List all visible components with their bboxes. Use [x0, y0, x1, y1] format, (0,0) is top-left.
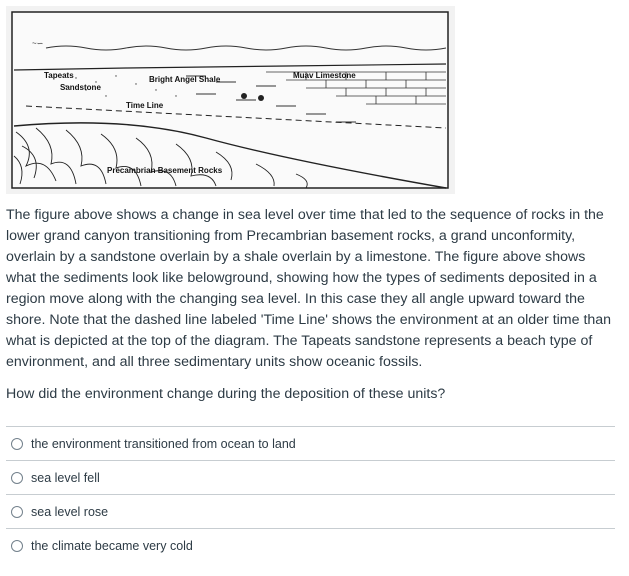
- radio-button[interactable]: [11, 506, 23, 518]
- geology-cross-section-figure: [6, 6, 455, 194]
- label-muav-limestone: Muav Limestone: [293, 71, 356, 80]
- shore-mark: ~∽: [32, 39, 44, 48]
- label-sandstone: Sandstone: [60, 83, 101, 92]
- label-tapeats: Tapeats: [44, 71, 74, 80]
- answer-option-climate-cold[interactable]: [6, 528, 615, 562]
- label-precambrian-basement-rocks: Precambrian Basement Rocks: [107, 166, 223, 175]
- answer-label: sea level fell: [31, 470, 100, 485]
- fossil-shell-icon: [241, 93, 247, 99]
- radio-button[interactable]: [11, 438, 23, 450]
- question-prompt: How did the environment change during the deposition of these units?: [6, 386, 446, 402]
- answer-label: sea level rose: [31, 504, 109, 519]
- answer-option-ocean-to-land[interactable]: [6, 426, 615, 460]
- fossil-shell-icon: [258, 95, 264, 101]
- label-bright-angel-shale: Bright Angel Shale: [149, 75, 221, 84]
- question-description: The figure above shows a change in sea level over time that led to the sequence of rocks in the lower grand canyon transitioning from Precambrian basement rocks, a grand unconformity, overlain by a sandstone overlain by a shale overlain by a limestone. The figure above shows what the sediments look like belowground, showing how the types of sediments deposited in a region move along with the changing sea level. In this case they all angle upward toward the shore. Note that the dashed line labeled 'Time Line' shows the environment at an older time than what is depicted at the top of the diagram. The Tapeats sandstone represents a beach type of environment, and all three sedimentary units show oceanic fossils.: [6, 207, 612, 370]
- answer-label: the environment transitioned from ocean to land: [31, 436, 296, 451]
- answer-option-sea-level-rose[interactable]: [6, 494, 615, 528]
- answer-option-sea-level-fell[interactable]: [6, 460, 615, 494]
- radio-button[interactable]: [11, 472, 23, 484]
- cross-section-diagram: [6, 6, 455, 194]
- label-time-line: Time Line: [126, 101, 164, 110]
- radio-button[interactable]: [11, 540, 23, 552]
- answer-label: the climate became very cold: [31, 538, 193, 553]
